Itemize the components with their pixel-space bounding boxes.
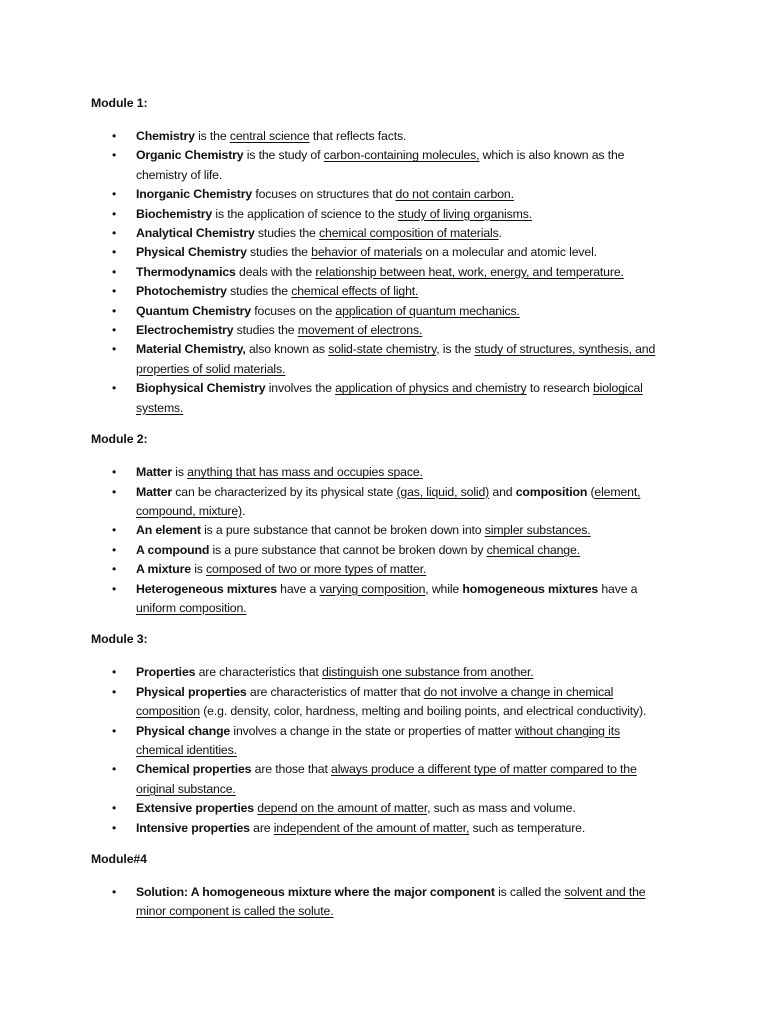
list-item bbox=[91, 263, 668, 282]
module-list bbox=[91, 663, 668, 838]
list-item bbox=[91, 560, 668, 579]
term-bold: Analytical Chemistry bbox=[136, 226, 255, 241]
underlined-phrase: independent of the amount of matter, bbox=[273, 820, 470, 835]
underlined-phrase: without changing its chemical identities. bbox=[136, 723, 620, 757]
list-item bbox=[91, 205, 668, 224]
list-item bbox=[91, 819, 668, 838]
text-run: are characteristics that bbox=[195, 665, 322, 680]
term-bold: A mixture bbox=[136, 562, 191, 577]
underlined-phrase: solid-state chemistry bbox=[328, 342, 437, 357]
underlined-phrase: behavior of materials bbox=[311, 245, 423, 260]
list-item bbox=[91, 663, 668, 682]
bullet-icon: • bbox=[112, 484, 117, 499]
bullet-icon: • bbox=[112, 129, 117, 143]
term-bold: Matter bbox=[136, 465, 172, 480]
term-bold: Quantum Chemistry bbox=[136, 303, 251, 318]
text-run: that reflects facts. bbox=[309, 129, 407, 143]
bullet-icon: • bbox=[112, 206, 117, 221]
list-item bbox=[91, 321, 668, 340]
list-item bbox=[91, 243, 668, 262]
text-run: , is the bbox=[436, 342, 475, 357]
list-item bbox=[91, 521, 668, 540]
text-run: . bbox=[241, 503, 246, 518]
text-run: studies the bbox=[246, 245, 312, 260]
underlined-phrase: relationship between heat, work, energy, and temperature. bbox=[315, 264, 624, 279]
term-bold: Biophysical Chemistry bbox=[136, 381, 266, 396]
bullet-icon: • bbox=[112, 820, 117, 835]
underlined-phrase: carbon-containing molecules, bbox=[323, 148, 480, 163]
text-run: . bbox=[498, 226, 502, 241]
bullet-icon: • bbox=[112, 465, 117, 480]
underlined-phrase: central science bbox=[229, 129, 310, 143]
bullet-icon: • bbox=[112, 801, 117, 816]
bullet-icon: • bbox=[112, 264, 117, 279]
underlined-phrase: application of physics and chemistry bbox=[335, 381, 527, 396]
underlined-phrase: varying composition bbox=[319, 581, 426, 596]
text-run: such as temperature. bbox=[469, 820, 586, 835]
list-item bbox=[91, 127, 668, 146]
list-item bbox=[91, 302, 668, 321]
list-item bbox=[91, 483, 668, 522]
bullet-icon: • bbox=[112, 381, 117, 396]
text-run: studies the bbox=[233, 323, 298, 338]
term-bold: Thermodynamics bbox=[136, 264, 236, 279]
text-run: studies the bbox=[254, 226, 320, 241]
module-heading: Module 3: bbox=[91, 632, 148, 647]
text-run: is the application of science to the bbox=[212, 206, 398, 221]
underlined-phrase: distinguish one substance from another. bbox=[321, 665, 534, 680]
list-item bbox=[91, 379, 668, 418]
text-run: involves a change in the state or properties of matter bbox=[230, 723, 515, 738]
bullet-icon: • bbox=[112, 684, 117, 699]
text-run: is bbox=[190, 562, 207, 577]
term-bold: A compound bbox=[136, 542, 210, 557]
underlined-phrase: biological systems. bbox=[136, 381, 643, 415]
module-list bbox=[91, 127, 668, 418]
text-run: are those that bbox=[251, 762, 332, 777]
term-bold: Biochemistry bbox=[136, 206, 213, 221]
underlined-phrase: always produce a different type of matter compared to the original substance. bbox=[136, 762, 637, 796]
underlined-phrase: chemical composition of materials bbox=[319, 226, 499, 241]
text-run: involves the bbox=[265, 381, 336, 396]
bullet-icon: • bbox=[112, 284, 117, 299]
bullet-icon: • bbox=[112, 762, 117, 777]
bullet-icon: • bbox=[112, 148, 117, 163]
list-item bbox=[91, 340, 668, 379]
text-run: to research bbox=[526, 381, 593, 396]
module-list bbox=[91, 883, 668, 922]
bullet-icon: • bbox=[112, 245, 117, 260]
underlined-phrase: anything that has mass and occupies space. bbox=[187, 465, 423, 480]
bullet-icon: • bbox=[112, 665, 117, 680]
term-bold: Matter bbox=[136, 484, 172, 499]
text-run: (e.g. density, color, hardness, melting and boiling points, and electrical conductivity). bbox=[199, 704, 647, 719]
text-run: ( bbox=[587, 484, 595, 499]
term-bold: Organic Chemistry bbox=[136, 148, 244, 163]
text-run: studies the bbox=[226, 284, 292, 299]
underlined-phrase: (gas, liquid, solid) bbox=[396, 484, 490, 499]
term-bold: Photochemistry bbox=[136, 284, 227, 299]
term-bold: Solution: A homogeneous mixture where the major component bbox=[136, 885, 495, 899]
text-run: is called the bbox=[494, 885, 565, 899]
text-run: is the study of bbox=[243, 148, 324, 163]
module-heading: Module#4 bbox=[91, 852, 147, 866]
list-item bbox=[91, 683, 668, 722]
text-run: is the bbox=[194, 129, 230, 143]
underlined-phrase: element, compound, mixture) bbox=[136, 484, 641, 518]
term-bold: Physical Chemistry bbox=[136, 245, 247, 260]
text-run: are characteristics of matter that bbox=[246, 684, 424, 699]
term-bold: An element bbox=[136, 523, 201, 538]
underlined-phrase: chemical change. bbox=[486, 542, 580, 557]
text-run: deals with the bbox=[235, 264, 316, 279]
text-run: focuses on the bbox=[250, 303, 336, 318]
list-item bbox=[91, 463, 668, 482]
list-item bbox=[91, 760, 668, 799]
bullet-icon: • bbox=[112, 523, 117, 538]
term-bold: Physical change bbox=[136, 723, 231, 738]
term-bold: composition bbox=[515, 484, 588, 499]
text-run: and bbox=[489, 484, 516, 499]
text-run: is a pure substance that cannot be broken down into bbox=[200, 523, 485, 538]
bullet-icon: • bbox=[112, 542, 117, 557]
text-run: is bbox=[172, 465, 188, 480]
term-bold: Physical properties bbox=[136, 684, 247, 699]
module-list bbox=[91, 463, 668, 618]
text-run: , while bbox=[425, 581, 463, 596]
underlined-phrase: do not contain carbon. bbox=[395, 187, 514, 202]
underlined-phrase: uniform composition. bbox=[136, 600, 247, 615]
underlined-phrase: depend on the amount of matter bbox=[257, 801, 428, 816]
term-bold: Chemical properties bbox=[136, 762, 252, 777]
bullet-icon: • bbox=[112, 342, 117, 357]
underlined-phrase: simpler substances. bbox=[484, 523, 591, 538]
underlined-phrase: application of quantum mechanics. bbox=[335, 303, 520, 318]
text-run: on a molecular and atomic level. bbox=[422, 245, 597, 260]
list-item bbox=[91, 580, 668, 619]
term-bold: Intensive properties bbox=[136, 820, 250, 835]
text-run: have a bbox=[598, 581, 638, 596]
text-run: are bbox=[249, 820, 274, 835]
underlined-phrase: movement of electrons. bbox=[297, 323, 423, 338]
underlined-phrase: study of living organisms. bbox=[397, 206, 532, 221]
term-bold: Extensive properties bbox=[136, 801, 254, 816]
list-item bbox=[91, 883, 668, 922]
text-run: also known as bbox=[245, 342, 329, 357]
bullet-icon: • bbox=[112, 562, 117, 577]
module-heading: Module 2: bbox=[91, 432, 148, 447]
list-item bbox=[91, 541, 668, 560]
list-item bbox=[91, 799, 668, 818]
bullet-icon: • bbox=[112, 187, 117, 202]
underlined-phrase: do not involve a change in chemical composition bbox=[136, 684, 614, 719]
term-bold: Heterogeneous mixtures bbox=[136, 581, 277, 596]
bullet-icon: • bbox=[112, 885, 117, 899]
term-bold: Material Chemistry, bbox=[136, 342, 246, 357]
term-bold: Properties bbox=[136, 665, 196, 680]
term-bold: Chemistry bbox=[136, 129, 195, 143]
term-bold: Inorganic Chemistry bbox=[136, 187, 253, 202]
text-run: which is also known as the chemistry of life. bbox=[136, 148, 625, 182]
text-run: can be characterized by its physical state bbox=[172, 484, 397, 499]
bullet-icon: • bbox=[112, 581, 117, 596]
text-run: focuses on structures that bbox=[252, 187, 396, 202]
list-item bbox=[91, 146, 668, 185]
bullet-icon: • bbox=[112, 723, 117, 738]
underlined-phrase: composed of two or more types of matter. bbox=[206, 562, 427, 577]
bullet-icon: • bbox=[112, 323, 117, 338]
list-item bbox=[91, 224, 668, 243]
term-bold: Electrochemistry bbox=[136, 323, 234, 338]
underlined-phrase: chemical effects of light. bbox=[291, 284, 419, 299]
text-run: is a pure substance that cannot be broken down by bbox=[209, 542, 487, 557]
underlined-phrase: solvent and the minor component is called the solute. bbox=[136, 885, 646, 919]
list-item bbox=[91, 185, 668, 204]
term-bold: homogeneous mixtures bbox=[462, 581, 599, 596]
underlined-phrase: study of structures, synthesis, and properties of solid materials. bbox=[136, 342, 656, 376]
text-run: , such as mass and volume. bbox=[427, 801, 576, 816]
bullet-icon: • bbox=[112, 226, 117, 241]
list-item bbox=[91, 722, 668, 761]
module-heading: Module 1: bbox=[91, 96, 148, 110]
list-item bbox=[91, 282, 668, 301]
text-run: have a bbox=[276, 581, 320, 596]
bullet-icon: • bbox=[112, 303, 117, 318]
